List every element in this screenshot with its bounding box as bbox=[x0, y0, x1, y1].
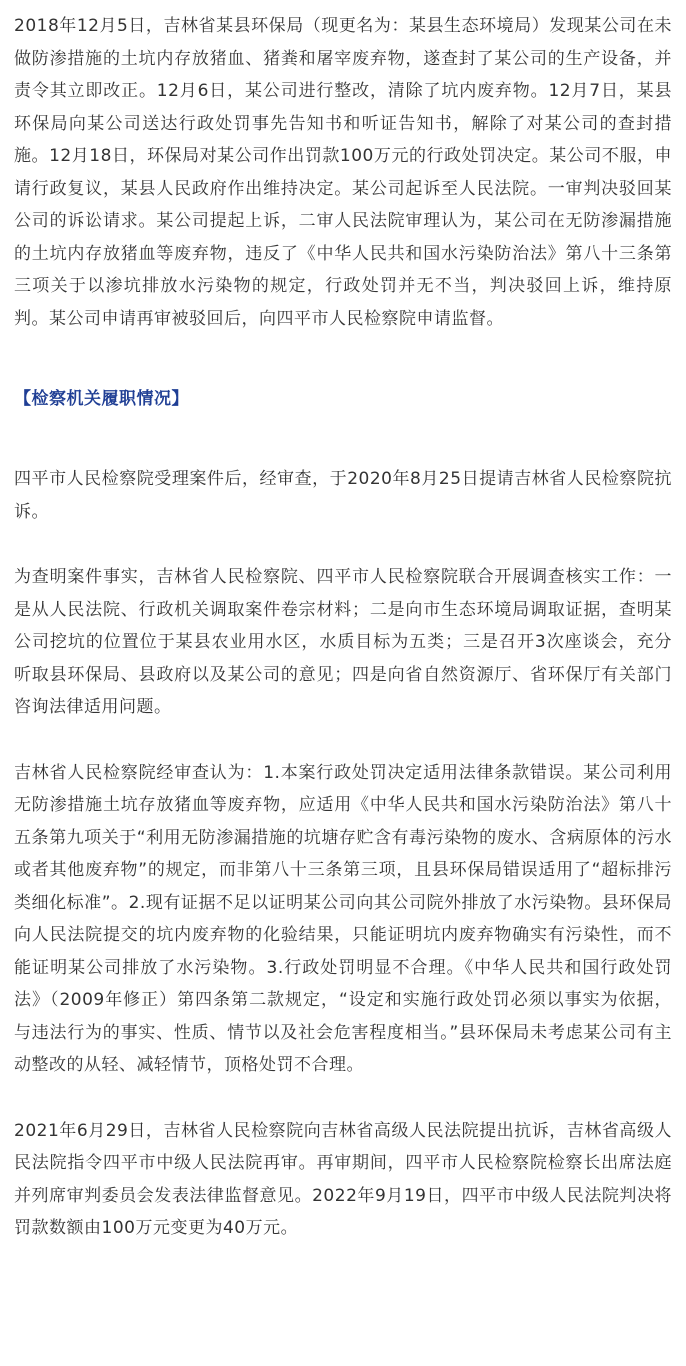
acceptance-paragraph: 四平市人民检察院受理案件后，经审查，于2020年8月25日提请吉林省人民检察院抗诉。 bbox=[14, 469, 672, 522]
case-facts-paragraph: 2018年12月5日，吉林省某县环保局（现更名为：某县生态环境局）发现某公司在未做防渗措施的土坑内存放猪血、猪粪和屠宰废弃物，遂查封了某公司的生产设备，并责令其立即改正。12月6日，某公司进行整改，清除了坑内废弃物。12月7日，某县环保局向某公司送达行政处罚事先告知书和听证告知书，解除了对某公司的查封措施。12月18日，环保局对某公司作出罚款100万元的行政处罚决定。某公司不服，申请行政复议，某县人民政府作出维持决定。某公司起诉至人民法院。一审判决驳回某公司的诉讼请求。某公司提起上诉，二审人民法院审理认为，某公司在无防渗漏措施的土坑内存放猪血等废弃物，违反了《中华人民共和国水污染防治法》第八十三条第三项关于以渗坑排放水污染物的规定，行政处罚并无不当，判决驳回上诉，维持原判。某公司申请再审被驳回后，向四平市人民检察院申请监督。 bbox=[14, 16, 672, 329]
review-findings-paragraph: 吉林省人民检察院经审查认为：1.本案行政处罚决定适用法律条款错误。某公司利用无防渗措施土坑存放猪血等废弃物，应适用《中华人民共和国水污染防治法》第八十五条第九项关于“利用无防渗漏措施的坑塘存贮含有毒污染物的废水、含病原体的污水或者其他废弃物”的规定，而非第八十三条第三项，且县环保局错误适用了“超标排污类细化标准”。2.现有证据不足以证明某公司向其公司院外排放了水污染物。县环保局向人民法院提交的坑内废弃物的化验结果，只能证明坑内废弃物确实有污染性，而不能证明某公司排放了水污染物。3.行政处罚明显不合理。《中华人民共和国行政处罚法》（2009年修正）第四条第二款规定，“设定和实施行政处罚必须以事实为依据，与违法行为的事实、性质、情节以及社会危害程度相当。”县环保局未考虑某公司有主动整改的从轻、减轻情节，顶格处罚不合理。 bbox=[14, 762, 672, 1075]
outcome-paragraph: 2021年6月29日，吉林省人民检察院向吉林省高级人民法院提出抗诉，吉林省高级人民法院指令四平市中级人民法院再审。再审期间，四平市人民检察院检察长出席法庭并列席审判委员会发表法律监督意见。2022年9月19日，四平市中级人民法院判决将罚款数额由100万元变更为40万元。 bbox=[14, 1120, 672, 1238]
spacer bbox=[14, 335, 672, 383]
section-heading: 【检察机关履职情况】 bbox=[14, 389, 189, 409]
spacer bbox=[14, 415, 672, 463]
spacer bbox=[14, 1082, 672, 1115]
investigation-paragraph: 为查明案件事实，吉林省人民检察院、四平市人民检察院联合开展调查核实工作：一是从人民法院、行政机关调取案件卷宗材料；二是向市生态环境局调取证据，查明某公司挖坑的位置位于某县农业用水区，水质目标为五类；三是召开3次座谈会，充分听取县环保局、县政府以及某公司的意见；四是向省自然资源厅、省环保厅有关部门咨询法律适用问题。 bbox=[14, 567, 672, 717]
spacer bbox=[14, 528, 672, 561]
spacer bbox=[14, 724, 672, 757]
